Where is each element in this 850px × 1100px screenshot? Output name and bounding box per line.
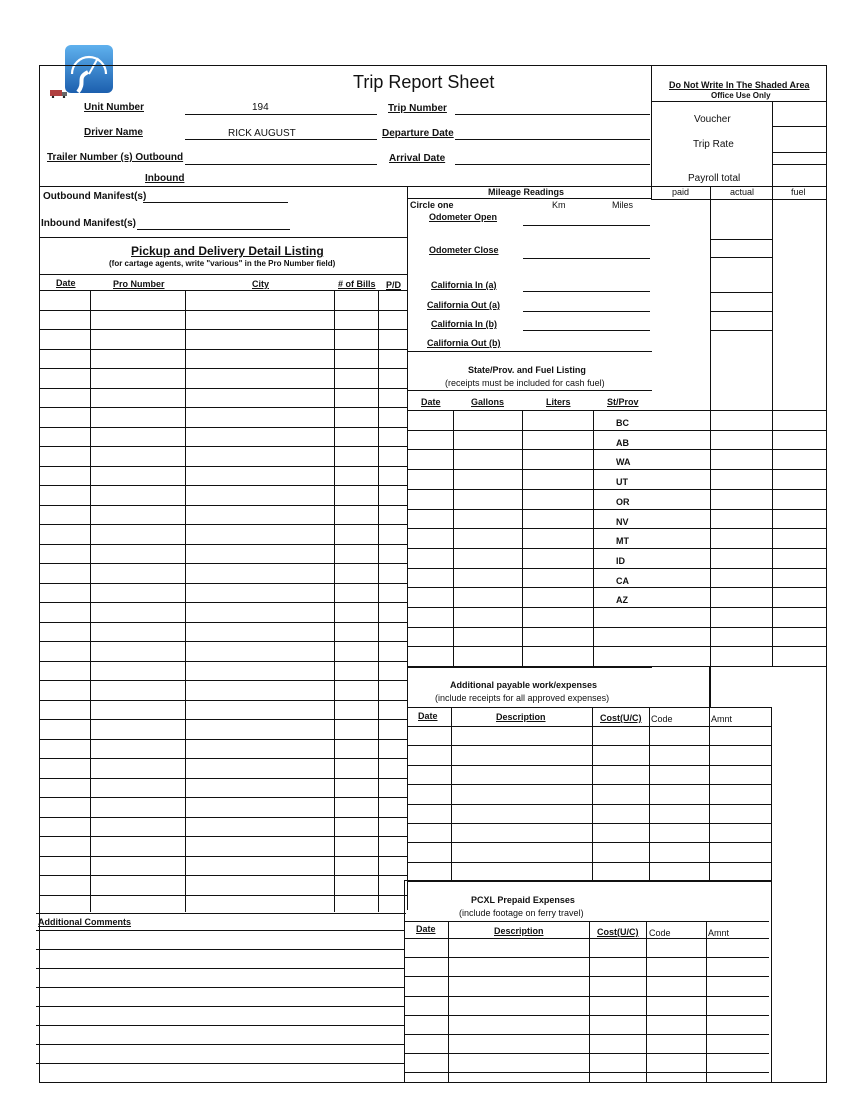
pickup-column-line [185, 290, 186, 912]
pickup-column-line [334, 290, 335, 912]
fuel-row-line [407, 646, 652, 647]
comments-title: Additional Comments [38, 917, 132, 927]
additional-col-description: Description [496, 712, 546, 722]
fuel-row-line [407, 627, 652, 628]
fuel-row-line [407, 587, 652, 588]
province-wa: WA [616, 457, 631, 467]
fuel-column-line [522, 410, 523, 667]
office-column-line [710, 186, 711, 707]
office-top-line [652, 101, 826, 102]
fuel-row-line [407, 568, 652, 569]
office-column-line [772, 186, 773, 667]
fuel-row-line [407, 449, 652, 450]
voucher-box-line [772, 126, 826, 127]
pickup-row-line [40, 680, 407, 681]
pickup-column-line [90, 290, 91, 912]
work-row-line [407, 881, 772, 882]
office-row-line [710, 330, 772, 331]
pickup-row-line [40, 856, 407, 857]
fuel-column-line [593, 410, 594, 667]
pickup-row-line [40, 622, 407, 623]
office-row-line [652, 568, 826, 569]
trip-number-label: Trip Number [388, 103, 447, 114]
work-row-line [407, 765, 772, 766]
california-out-a-field[interactable] [523, 311, 650, 312]
driver-name-line [185, 139, 377, 140]
additional-work-title: Additional payable work/expenses [450, 680, 598, 690]
work-row-line [407, 745, 772, 746]
pickup-row-line [40, 329, 407, 330]
fuel-row-line [407, 509, 652, 510]
comment-line [36, 1044, 404, 1045]
pcxl-column-line [589, 921, 590, 1083]
pcxl-col-amnt: Amnt [708, 928, 730, 938]
pickup-row-line [40, 875, 407, 876]
pickup-title-top-line [40, 237, 407, 238]
pickup-row-line [40, 407, 407, 408]
additional-col-date: Date [418, 711, 438, 721]
office-row-line [652, 666, 826, 667]
pickup-column-line [378, 290, 379, 912]
office-subheader: Office Use Only [711, 91, 771, 100]
unit-number-field[interactable]: 194 [252, 102, 269, 113]
additional-work-subtitle: (include receipts for all approved expenses) [435, 693, 610, 703]
pickup-col-city: City [252, 279, 270, 289]
fuel-row-line [407, 489, 652, 490]
comment-line [36, 968, 404, 969]
fuel-row-line [407, 410, 652, 411]
pickup-row-line [40, 544, 407, 545]
inbound-manifest-label: Inbound Manifest(s) [41, 218, 136, 229]
office-cols-top-line [652, 199, 826, 200]
office-row-line [652, 430, 826, 431]
departure-date-field[interactable] [455, 139, 650, 140]
office-row-line [652, 548, 826, 549]
odometer-close-label: Odometer Close [429, 245, 499, 255]
office-row-line [652, 469, 826, 470]
additional-work-top-line [407, 667, 652, 668]
pcxl-row-line [404, 1015, 769, 1016]
odometer-close-field[interactable] [523, 258, 650, 259]
unit-number-line [185, 114, 377, 115]
california-in-b-field[interactable] [523, 330, 650, 331]
pcxl-col-cost: Cost(U/C) [597, 927, 639, 937]
pcxl-col-code: Code [649, 928, 671, 938]
work-right-line [771, 707, 772, 1083]
pcxl-title: PCXL Prepaid Expenses [471, 895, 575, 905]
pickup-row-line [40, 739, 407, 740]
office-col-actual: actual [730, 187, 755, 197]
fuel-col-date: Date [421, 397, 441, 407]
office-row-line [710, 239, 772, 240]
province-nv: NV [616, 517, 629, 527]
office-col-fuel: fuel [791, 187, 806, 197]
work-row-line [407, 804, 772, 805]
fuel-col-liters: Liters [546, 397, 571, 407]
odometer-open-field[interactable] [523, 225, 650, 226]
pcxl-row-line [404, 1053, 769, 1054]
province-az: AZ [616, 595, 628, 605]
work-column-line [451, 707, 452, 880]
pickup-row-line [40, 719, 407, 720]
comment-line [36, 1006, 404, 1007]
pcxl-column-line [706, 921, 707, 1083]
pickup-row-line [40, 290, 407, 291]
province-mt: MT [616, 536, 629, 546]
odometer-open-label: Odometer Open [429, 212, 498, 222]
pcxl-column-line [448, 921, 449, 1083]
pcxl-col-date: Date [416, 924, 436, 934]
pickup-row-line [40, 836, 407, 837]
pickup-col-pd: P/D [386, 280, 402, 290]
driver-name-field[interactable]: RICK AUGUST [228, 128, 296, 139]
work-row-line [407, 842, 772, 843]
pickup-col-date: Date [56, 278, 76, 288]
work-column-line [649, 707, 650, 880]
province-ab: AB [616, 438, 629, 448]
mileage-bottom-line [407, 351, 652, 352]
driver-name-label: Driver Name [84, 127, 143, 138]
province-ut: UT [616, 477, 628, 487]
california-in-a-label: California In (a) [431, 280, 497, 290]
pcxl-row-line [404, 1072, 769, 1073]
office-col-paid: paid [672, 187, 690, 197]
comments-top-line [36, 913, 406, 914]
pickup-row-line [40, 349, 407, 350]
pickup-header-top-line [40, 274, 407, 275]
arrival-date-label: Arrival Date [389, 153, 446, 164]
inbound-manifest-field[interactable] [137, 229, 290, 230]
office-row-line [652, 449, 826, 450]
comment-line [36, 930, 404, 931]
office-row-line [652, 509, 826, 510]
pickup-row-line [40, 446, 407, 447]
pcxl-subtitle: (include footage on ferry travel) [459, 908, 584, 918]
additional-col-amnt: Amnt [711, 714, 733, 724]
office-row-line [652, 410, 826, 411]
california-in-b-label: California In (b) [431, 319, 497, 329]
fuel-title: State/Prov. and Fuel Listing [468, 365, 586, 375]
outbound-manifest-label: Outbound Manifest(s) [43, 191, 147, 202]
fuel-column-line [453, 410, 454, 667]
fuel-col-gallons: Gallons [471, 397, 505, 407]
pcxl-col-description: Description [494, 926, 544, 936]
additional-work-header-line [407, 707, 772, 708]
office-row-line [710, 311, 772, 312]
fuel-subtitle: (receipts must be included for cash fuel) [445, 378, 605, 388]
arrival-date-field[interactable] [455, 164, 650, 165]
office-row-line [710, 257, 772, 258]
pickup-row-line [40, 388, 407, 389]
comment-line [36, 1025, 404, 1026]
miles-option[interactable]: Miles [612, 200, 634, 210]
trip-rate-label: Trip Rate [693, 139, 734, 150]
pickup-row-line [40, 700, 407, 701]
office-row-line [652, 607, 826, 608]
pickup-row-line [40, 817, 407, 818]
california-out-b-label: California Out (b) [427, 338, 501, 348]
trailer-outbound-field[interactable] [185, 164, 377, 165]
california-in-a-field[interactable] [523, 291, 650, 292]
unit-number-label: Unit Number [84, 102, 144, 113]
fuel-col-stprov: St/Prov [607, 397, 639, 407]
office-header: Do Not Write In The Shaded Area [669, 80, 810, 90]
pcxl-header-line [404, 921, 769, 922]
trailer-outbound-label: Trailer Number (s) Outbound [47, 152, 184, 163]
pcxl-row-line [404, 938, 769, 939]
mileage-title-line [407, 198, 652, 199]
payroll-box-line [772, 164, 826, 165]
pcxl-row-line [404, 996, 769, 997]
pickup-subtitle: (for cartage agents, write "various" in the Pro Number field) [109, 259, 336, 268]
pickup-row-line [40, 641, 407, 642]
circle-one-label: Circle one [410, 200, 454, 210]
province-or: OR [616, 497, 630, 507]
trip-number-field[interactable] [455, 114, 650, 115]
additional-col-cost: Cost(U/C) [600, 713, 642, 723]
departure-date-label: Departure Date [382, 128, 454, 139]
province-ca: CA [616, 576, 629, 586]
pickup-row-line [40, 524, 407, 525]
pickup-row-line [40, 563, 407, 564]
fuel-row-line [407, 430, 652, 431]
pcxl-row-line [404, 957, 769, 958]
payroll-total-label: Payroll total [688, 173, 741, 184]
trip-rate-box-line [772, 152, 826, 153]
outbound-manifest-field[interactable] [143, 202, 288, 203]
page-title: Trip Report Sheet [353, 72, 495, 92]
fuel-header-top-line [407, 390, 652, 391]
province-bc: BC [616, 418, 629, 428]
work-row-line [407, 784, 772, 785]
office-row-line [652, 646, 826, 647]
pickup-row-line [40, 661, 407, 662]
work-row-line [407, 726, 772, 727]
pickup-row-line [40, 583, 407, 584]
comment-line [36, 987, 404, 988]
california-out-a-label: California Out (a) [427, 300, 501, 310]
pcxl-row-line [404, 976, 769, 977]
office-row-line [652, 587, 826, 588]
work-column-line [592, 707, 593, 880]
fuel-row-line [407, 528, 652, 529]
additional-col-code: Code [651, 714, 673, 724]
office-row-line [710, 292, 772, 293]
inbound-trailer-label: Inbound [145, 173, 185, 184]
office-row-line [652, 528, 826, 529]
pickup-title: Pickup and Delivery Detail Listing [131, 244, 324, 258]
fuel-row-line [407, 469, 652, 470]
province-id: ID [616, 556, 625, 566]
km-option[interactable]: Km [552, 200, 566, 210]
fuel-row-line [407, 607, 652, 608]
work-row-line [407, 823, 772, 824]
pickup-row-line [40, 602, 407, 603]
pickup-row-line [40, 485, 407, 486]
work-row-line [407, 862, 772, 863]
office-shaded-divider [772, 101, 773, 186]
pickup-col-pro: Pro Number [113, 279, 165, 289]
pcxl-row-line [404, 1034, 769, 1035]
pickup-row-line [40, 895, 407, 896]
pickup-col-bills: # of Bills [338, 279, 376, 289]
header-divider [651, 65, 652, 200]
voucher-label: Voucher [694, 114, 731, 125]
office-row-line [652, 489, 826, 490]
pickup-row-line [40, 466, 407, 467]
pcxl-top-line [404, 880, 649, 881]
pickup-row-line [40, 310, 407, 311]
pickup-row-line [40, 427, 407, 428]
mileage-title: Mileage Readings [488, 187, 565, 197]
pickup-row-line [40, 778, 407, 779]
pickup-row-line [40, 368, 407, 369]
work-column-line [709, 707, 710, 880]
comment-line [36, 1063, 404, 1064]
comment-line [36, 949, 404, 950]
header-bottom-line [40, 186, 826, 187]
pcxl-column-line [646, 921, 647, 1083]
fuel-row-line [407, 548, 652, 549]
pickup-row-line [40, 797, 407, 798]
work-amnt-divider [709, 667, 710, 707]
office-row-line [652, 627, 826, 628]
pickup-row-line [40, 505, 407, 506]
pickup-row-line [40, 758, 407, 759]
